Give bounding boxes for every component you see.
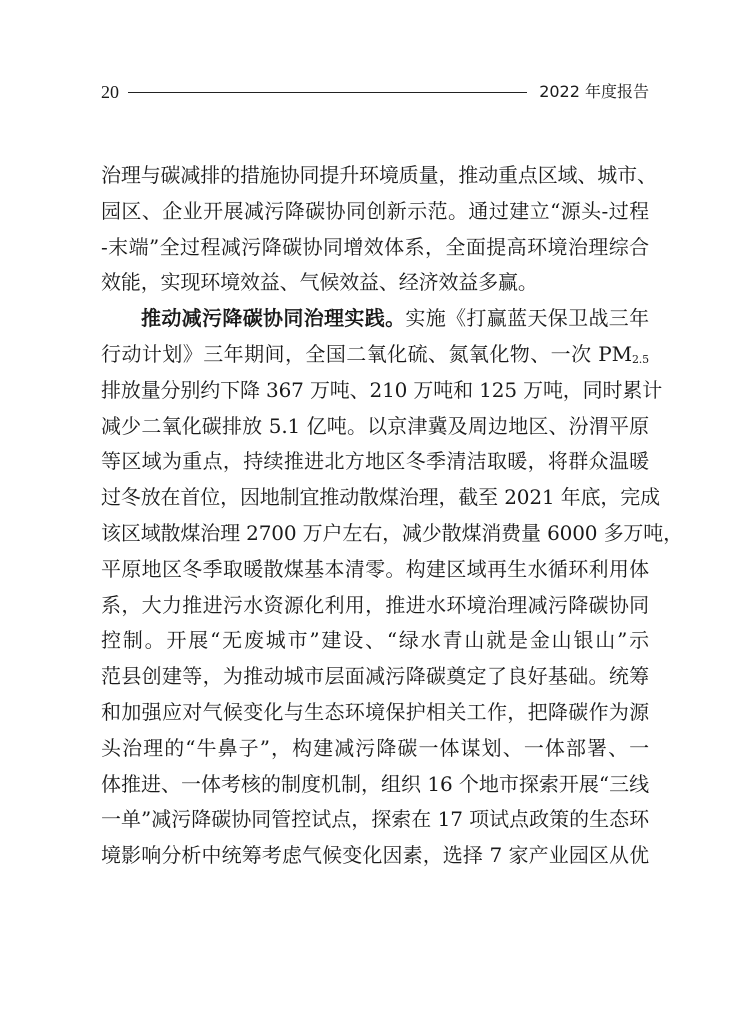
text-line: 范县创建等，为推动城市层面减污降碳奠定了良好基础。统筹 xyxy=(101,664,649,689)
text-line: 治理与碳减排的措施协同提升环境质量，推动重点区域、城市、 xyxy=(101,163,657,187)
text-line: 排放量分别约下降 367 万吨、210 万吨和 125 万吨，同时累计 xyxy=(101,377,663,402)
text-line: 系，大力推进污水资源化利用，推进水环境治理减污降碳协同 xyxy=(101,592,649,617)
line-text: 行动计划》三年期间，全国二氧化硫、氮氧化物、一次 PM xyxy=(101,341,632,366)
text-line: 平原地区冬季取暖散煤基本清零。构建区域再生水循环利用体 xyxy=(101,556,649,581)
text-line: 境影响分析中统筹考虑气候变化因素，选择 7 家产业园区从优 xyxy=(101,843,649,868)
page-header xyxy=(101,80,649,104)
text-line: 等区域为重点，持续推进北方地区冬季清洁取暖，将群众温暖 xyxy=(101,449,649,474)
heading-continuation: 实施《打赢蓝天保卫战三年 xyxy=(405,306,649,331)
text-line: 该区域散煤治理 2700 万户左右，减少散煤消费量 6000 多万吨， xyxy=(101,520,683,545)
text-line xyxy=(101,301,649,337)
text-line: 控制。开展“无废城市”建设、“绿水青山就是金山银山”示 xyxy=(101,628,649,653)
page-number: 20 xyxy=(101,82,119,102)
body-text xyxy=(101,158,683,874)
text-line: 体推进、一体考核的制度机制，组织 16 个地市探索开展“三线 xyxy=(101,771,649,796)
text-line: 减少二氧化碳排放 5.1 亿吨。以京津冀及周边地区、汾渭平原 xyxy=(101,413,649,438)
header-rule xyxy=(128,92,527,93)
text-line: 园区、企业开展减污降碳协同创新示范。通过建立“源头-过程 xyxy=(101,198,649,223)
paragraph-heading: 推动减污降碳协同治理实践。 xyxy=(141,306,406,331)
paragraph-1 xyxy=(101,158,657,301)
text-line: 和加强应对气候变化与生态环境保护相关工作，把降碳作为源 xyxy=(101,699,649,724)
text-line: 头治理的“牛鼻子”，构建减污降碳一体谋划、一体部署、一 xyxy=(101,735,649,760)
report-title: 2022 年度报告 xyxy=(539,82,649,101)
text-line: 效能，实现环境效益、气候效益、经济效益多赢。 xyxy=(101,270,538,295)
text-line: 一单”减污降碳协同管控试点，探索在 17 项试点政策的生态环 xyxy=(101,807,649,832)
subscript: 2.5 xyxy=(631,352,649,366)
paragraph-2 xyxy=(101,301,683,874)
text-line xyxy=(101,337,649,373)
text-line: 过冬放在首位，因地制宜推动散煤治理，截至 2021 年底，完成 xyxy=(101,485,660,510)
text-line: -末端”全过程减污降碳协同增效体系，全面提高环境治理综合 xyxy=(101,234,649,259)
